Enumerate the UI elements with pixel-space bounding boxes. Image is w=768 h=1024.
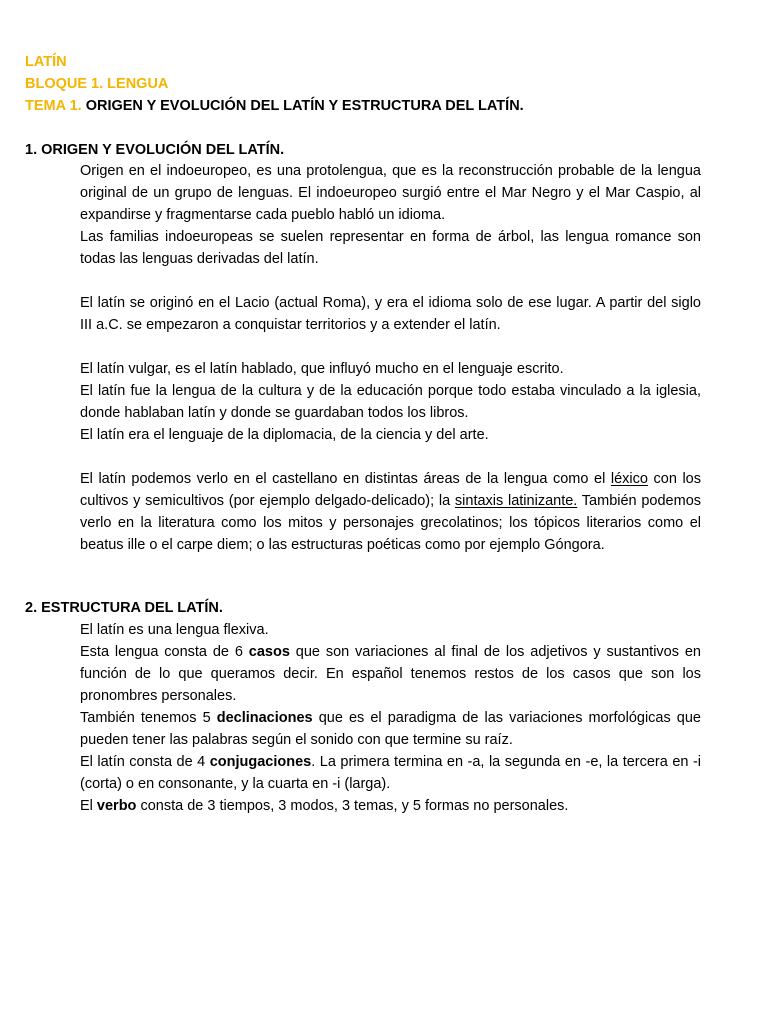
paragraph bbox=[80, 160, 701, 226]
text-run: El latín era el lenguaje de la diplomacia, de la ciencia y del arte. bbox=[80, 427, 489, 443]
paragraph bbox=[80, 751, 701, 795]
text-run: El latín vulgar, es el latín hablado, que influyó mucho en el lenguaje escrito. bbox=[80, 361, 564, 377]
underlined-term: léxico bbox=[610, 471, 648, 487]
section-2-heading: 2. ESTRUCTURA DEL LATÍN. bbox=[25, 600, 223, 616]
text-run: Origen en el indoeuropeo, es una protolengua, que es la reconstrucción probable de la lengua original de un grupo de lenguas. El indoeuropeo surgió entre el Mar Negro y el Mar Caspio, al expandirse y fragmentarse cada pueblo habló un idioma. bbox=[80, 163, 701, 223]
text-run: También tenemos 5 bbox=[80, 710, 217, 726]
bold-term: casos bbox=[248, 644, 290, 660]
text-run: El bbox=[80, 798, 97, 814]
text-run: que es el paradigma de las variaciones morfológicas que pueden tener las palabras según el sonido con que termine su raíz. bbox=[80, 710, 701, 748]
section-1-heading: 1. ORIGEN Y EVOLUCIÓN DEL LATÍN. bbox=[25, 142, 285, 158]
text-run: El latín es una lengua flexiva. bbox=[80, 622, 269, 638]
paragraph bbox=[80, 358, 701, 380]
text-run: Las familias indoeuropeas se suelen representar en forma de árbol, las lengua romance son todas las lenguas derivadas del latín. bbox=[80, 229, 701, 267]
document-header bbox=[25, 51, 524, 117]
bold-term: declinaciones bbox=[216, 710, 313, 726]
topic-title: ORIGEN Y EVOLUCIÓN DEL LATÍN Y ESTRUCTURA DEL LATÍN. bbox=[85, 98, 524, 114]
paragraph bbox=[80, 707, 701, 751]
paragraph bbox=[80, 380, 701, 424]
topic-prefix: TEMA 1. bbox=[25, 98, 82, 114]
paragraph bbox=[80, 468, 701, 556]
text-run: También podemos verlo en la literatura como los mitos y personajes grecolatinos; los tópicos literarios como el beatus ille o el carpe diem; o las estructuras poéticas como por ejemplo Góngora. bbox=[80, 493, 702, 553]
text-run: Esta lengua consta de 6 bbox=[80, 644, 249, 660]
bold-term: conjugaciones bbox=[209, 754, 312, 770]
paragraph bbox=[80, 226, 701, 270]
text-run: El latín consta de 4 bbox=[80, 754, 210, 770]
topic-line bbox=[25, 95, 524, 117]
paragraph bbox=[80, 292, 701, 336]
subject-title: LATÍN bbox=[25, 54, 67, 70]
paragraph bbox=[80, 619, 701, 641]
section-2-body bbox=[80, 619, 701, 817]
text-run: El latín podemos verlo en el castellano en distintas áreas de la lengua como el bbox=[80, 471, 611, 487]
underlined-term: sintaxis latinizante. bbox=[454, 493, 578, 509]
paragraph bbox=[80, 795, 701, 817]
text-run: consta de 3 tiempos, 3 modos, 3 temas, y 5 formas no personales. bbox=[136, 798, 569, 814]
text-run: que son variaciones al final de los adjetivos y sustantivos en función de lo que queramos decir. En español tenemos restos de los casos que son los pronombres personales. bbox=[80, 644, 701, 704]
text-run: El latín fue la lengua de la cultura y de la educación porque todo estaba vinculado a la iglesia, donde hablaban latín y donde se guardaban todos los libros. bbox=[80, 383, 701, 421]
paragraph bbox=[80, 424, 701, 446]
block-title: BLOQUE 1. LENGUA bbox=[25, 76, 169, 92]
bold-term: verbo bbox=[96, 798, 137, 814]
text-run: con los cultivos y semicultivos (por ejemplo delgado-delicado); la bbox=[80, 471, 701, 509]
section-1-body bbox=[80, 160, 701, 556]
text-run: . La primera termina en -a, la segunda en -e, la tercera en -i (corta) o en consonante, y la cuarta en -i (larga). bbox=[80, 754, 701, 792]
paragraph bbox=[80, 641, 701, 707]
text-run: El latín se originó en el Lacio (actual Roma), y era el idioma solo de ese lugar. A partir del siglo III a.C. se empezaron a conquistar territorios y a extender el latín. bbox=[80, 295, 701, 333]
